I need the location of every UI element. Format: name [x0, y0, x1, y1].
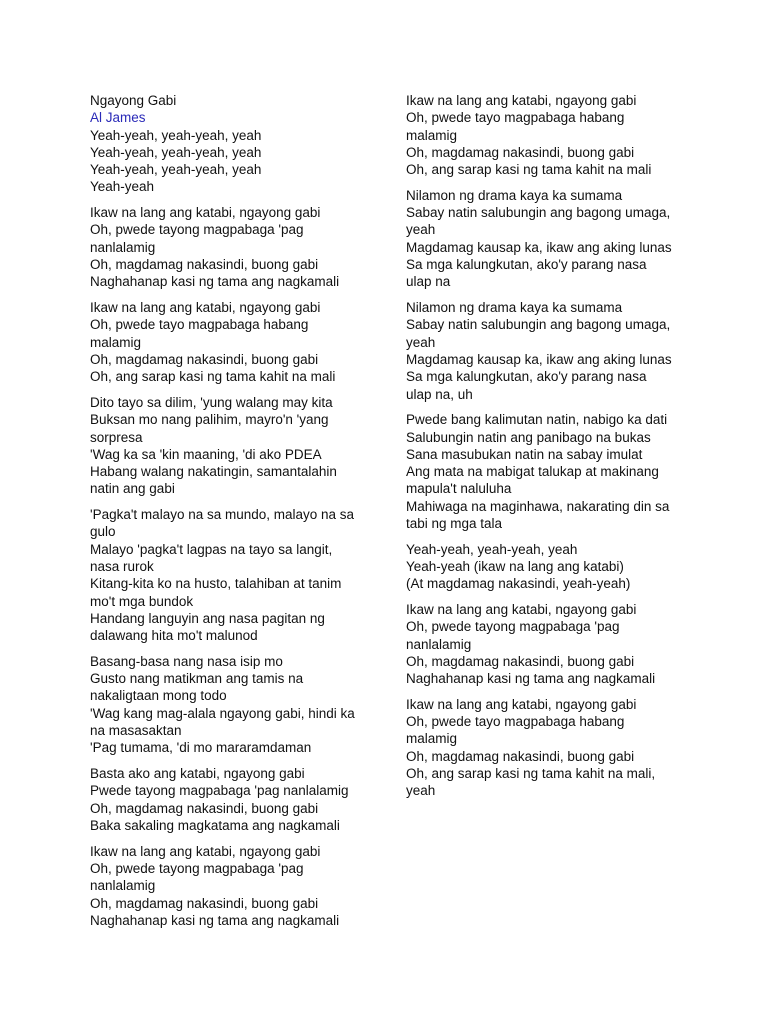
- lyrics-stanza: [406, 411, 691, 532]
- lyrics-line: Nilamon ng drama kaya ka sumama: [406, 187, 623, 203]
- lyrics-line: Pwede bang kalimutan natin, nabigo ka dati: [406, 412, 668, 428]
- lyrics-line: nanlalamig: [90, 239, 156, 255]
- lyrics-line: Oh, ang sarap kasi ng tama kahit na mali: [406, 162, 652, 178]
- lyrics-stanza: [406, 601, 691, 687]
- lyrics-line: Oh, pwede tayo magpabaga habang: [90, 317, 309, 333]
- lyrics-line: Ikaw na lang ang katabi, ngayong gabi: [90, 300, 321, 316]
- lyrics-line: yeah: [406, 783, 436, 799]
- lyrics-line: Sa mga kalungkutan, ako'y parang nasa: [406, 257, 647, 273]
- lyrics-line: Oh, magdamag nakasindi, buong gabi: [406, 748, 635, 764]
- lyrics-line: Magdamag kausap ka, ikaw ang aking lunas: [406, 239, 672, 255]
- lyrics-line: Handang languyin ang nasa pagitan ng: [90, 610, 325, 626]
- lyrics-line: malamig: [406, 731, 458, 747]
- lyrics-line: nakaligtaan mong todo: [90, 688, 227, 704]
- lyrics-line: yeah: [406, 222, 436, 238]
- lyrics-stanza: [406, 299, 691, 403]
- lyrics-line: Oh, pwede tayong magpabaga 'pag: [406, 619, 620, 635]
- lyrics-line: Oh, magdamag nakasindi, buong gabi: [406, 144, 635, 160]
- lyrics-line: Oh, magdamag nakasindi, buong gabi: [90, 895, 319, 911]
- lyrics-line: Naghahanap kasi ng tama ang nagkamali: [90, 274, 340, 290]
- lyrics-line: Dito tayo sa dilim, 'yung walang may kita: [90, 394, 333, 410]
- lyrics-line: Nilamon ng drama kaya ka sumama: [406, 300, 623, 316]
- lyrics-line: Yeah-yeah, yeah-yeah, yeah: [406, 541, 578, 557]
- lyrics-line: Sa mga kalungkutan, ako'y parang nasa: [406, 369, 647, 385]
- lyrics-line: Malayo 'pagka't lagpas na tayo sa langit,: [90, 541, 333, 557]
- lyrics-stanza: [406, 187, 691, 291]
- lyrics-line: na masasaktan: [90, 723, 182, 739]
- lyrics-line: Oh, ang sarap kasi ng tama kahit na mali: [90, 369, 336, 385]
- lyrics-column-left: [90, 92, 375, 929]
- lyrics-line: Oh, pwede tayo magpabaga habang: [406, 110, 625, 126]
- lyrics-line: Magdamag kausap ka, ikaw ang aking lunas: [406, 351, 672, 367]
- lyrics-line: Yeah-yeah (ikaw na lang ang katabi): [406, 558, 624, 574]
- lyrics-line: Sabay natin salubungin ang bagong umaga,: [406, 205, 671, 221]
- lyrics-line: Sabay natin salubungin ang bagong umaga,: [406, 317, 671, 333]
- lyrics-line: Ikaw na lang ang katabi, ngayong gabi: [406, 696, 637, 712]
- lyrics-line: Yeah-yeah: [90, 179, 155, 195]
- lyrics-line: Ikaw na lang ang katabi, ngayong gabi: [406, 601, 637, 617]
- stanza-list-right: [406, 92, 691, 800]
- lyrics-stanza: [90, 843, 375, 929]
- lyrics-line: Oh, magdamag nakasindi, buong gabi: [90, 800, 319, 816]
- lyrics-line: Kitang-kita ko na husto, talahiban at tanim: [90, 576, 342, 592]
- lyrics-line: Oh, magdamag nakasindi, buong gabi: [90, 351, 319, 367]
- lyrics-line: mapula't naluluha: [406, 481, 512, 497]
- lyrics-stanza: [90, 394, 375, 498]
- song-artist: Al James: [90, 110, 146, 126]
- lyrics-line: Salubungin natin ang panibago na bukas: [406, 429, 651, 445]
- lyrics-line: Ang mata na mabigat talukap at makinang: [406, 464, 659, 480]
- lyrics-line: Oh, ang sarap kasi ng tama kahit na mali,: [406, 766, 656, 782]
- lyrics-line: mo't mga bundok: [90, 593, 194, 609]
- lyrics-line: Basang-basa nang nasa isip mo: [90, 653, 283, 669]
- lyrics-stanza: [90, 299, 375, 385]
- lyrics-line: Oh, magdamag nakasindi, buong gabi: [406, 653, 635, 669]
- song-title: Ngayong Gabi: [90, 93, 177, 108]
- lyrics-line: 'Pagka't malayo na sa mundo, malayo na sa: [90, 507, 355, 523]
- lyrics-line: tabi ng mga tala: [406, 516, 503, 531]
- lyrics-line: Oh, magdamag nakasindi, buong gabi: [90, 257, 319, 273]
- lyrics-stanza: [406, 92, 691, 178]
- lyrics-line: sorpresa: [90, 429, 143, 445]
- lyrics-line: dalawang hita mo't malunod: [90, 628, 258, 644]
- lyrics-column-right: [406, 92, 691, 800]
- lyrics-line: Naghahanap kasi ng tama ang nagkamali: [406, 671, 656, 687]
- lyrics-line: Ikaw na lang ang katabi, ngayong gabi: [90, 843, 321, 859]
- lyrics-line: Ikaw na lang ang katabi, ngayong gabi: [406, 93, 637, 108]
- lyrics-line: Basta ako ang katabi, ngayong gabi: [90, 766, 305, 782]
- lyrics-line: Yeah-yeah, yeah-yeah, yeah: [90, 127, 262, 143]
- lyrics-line: (At magdamag nakasindi, yeah-yeah): [406, 576, 631, 592]
- lyrics-line: Gusto nang matikman ang tamis na: [90, 671, 304, 687]
- lyrics-line: Ikaw na lang ang katabi, ngayong gabi: [90, 205, 321, 221]
- lyrics-line: Oh, pwede tayong magpabaga 'pag: [90, 860, 304, 876]
- lyrics-stanza: [90, 204, 375, 290]
- lyrics-line: Oh, pwede tayo magpabaga habang: [406, 714, 625, 730]
- lyrics-line: 'Wag kang mag-alala ngayong gabi, hindi ka: [90, 705, 355, 721]
- lyrics-line: Pwede tayong magpabaga 'pag nanlalamig: [90, 783, 349, 799]
- lyrics-stanza: [90, 127, 375, 196]
- lyrics-stanza: [90, 506, 375, 644]
- lyrics-line: Buksan mo nang palihim, mayro'n 'yang: [90, 412, 329, 428]
- lyrics-line: Oh, pwede tayong magpabaga 'pag: [90, 222, 304, 238]
- lyrics-line: Mahiwaga na maginhawa, nakarating din sa: [406, 498, 670, 514]
- lyrics-stanza: [406, 541, 691, 593]
- lyrics-line: 'Wag ka sa 'kin maaning, 'di ako PDEA: [90, 446, 322, 462]
- lyrics-line: gulo: [90, 524, 116, 540]
- lyrics-line: malamig: [406, 127, 458, 143]
- lyrics-line: Yeah-yeah, yeah-yeah, yeah: [90, 144, 262, 160]
- lyrics-line: yeah: [406, 334, 436, 350]
- lyrics-line: malamig: [90, 334, 142, 350]
- stanza-list-left: [90, 127, 375, 930]
- lyrics-line: natin ang gabi: [90, 481, 175, 497]
- lyrics-line: ulap na: [406, 274, 451, 290]
- lyrics-line: nanlalamig: [406, 636, 472, 652]
- lyrics-line: Baka sakaling magkatama ang nagkamali: [90, 817, 340, 833]
- lyrics-line: Sana masubukan natin na sabay imulat: [406, 446, 643, 462]
- lyrics-line: nasa rurok: [90, 558, 154, 574]
- lyrics-line: Habang walang nakatingin, samantalahin: [90, 464, 337, 480]
- lyrics-line: Naghahanap kasi ng tama ang nagkamali: [90, 912, 340, 928]
- lyrics-line: Yeah-yeah, yeah-yeah, yeah: [90, 162, 262, 178]
- lyrics-line: 'Pag tumama, 'di mo mararamdaman: [90, 740, 312, 756]
- lyrics-line: nanlalamig: [90, 878, 156, 894]
- lyrics-stanza: [90, 765, 375, 834]
- lyrics-stanza: [90, 653, 375, 757]
- lyrics-stanza: [406, 696, 691, 800]
- lyrics-line: ulap na, uh: [406, 386, 473, 402]
